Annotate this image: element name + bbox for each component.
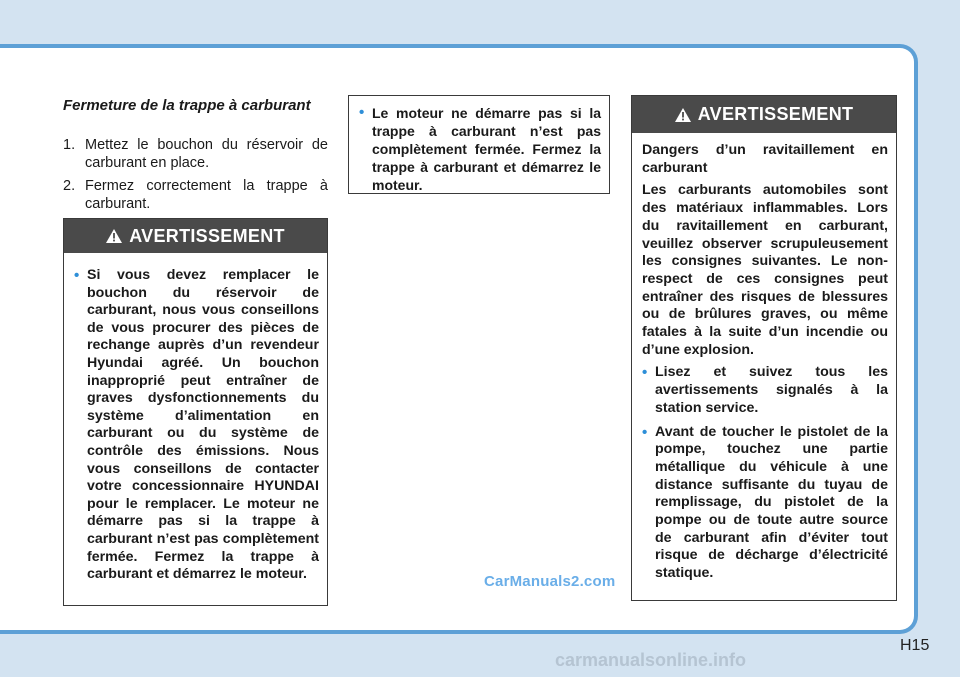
step-text: Fermez correctement la trappe à carburant. [85,178,328,212]
notice-body [349,96,609,204]
warning-intro-title: Dangers d’un ravitaillement en carburant [642,142,888,176]
warning-header [632,96,896,133]
bullet-dot: • [359,104,365,121]
steps-list [63,136,328,218]
warning-bullet-text: Si vous devez remplacer le bouchon du réservoir de carburant, nous vous conseillons de vous procurer des pièces de rechange auprès d’un revendeur Hyundai agréé. Un bouchon inapproprié peut entraîner de graves dysfonctionnements du système d’alimentation en carburant ou du système de contrôle des émissions. Nous vous conseillons de contacter votre concessionnaire HYUNDAI pour le remplacer. Le moteur ne démarre pas si la trappe à carburant n’est pas complètement fermée. Fermez la trappe à carburant et démarrez le moteur. [87,267,319,583]
page-number: H15 [900,637,930,654]
warning-bullet-text: Lisez et suivez tous les avertissements signalés à la station service. [655,364,888,416]
section-heading: Fermeture de la trappe à carburant [63,97,311,114]
warning-box-right [631,95,897,601]
notice-box-middle [348,95,610,194]
notice-bullet [359,104,601,194]
warning-body [64,253,327,594]
warning-bullet [642,364,888,417]
notice-bullet-text: Le moteur ne démarre pas si la trappe à carburant n’est pas complètement fermée. Fermez la trappe à carburant et démarrez le moteur. [372,105,601,193]
bullet-dot: • [642,423,648,441]
step-item [63,136,328,172]
warning-triangle-icon [675,108,691,122]
warning-title: AVERTISSEMENT [697,104,854,124]
step-item [63,177,328,213]
warning-title: AVERTISSEMENT [129,225,285,246]
step-text: Mettez le bouchon du réservoir de carburant en place. [85,137,328,171]
warning-bullet-text: Avant de toucher le pistolet de la pompe, touchez une partie métallique du véhicule à une distance suffisante du tuyau de remplissage, du pistolet de la pompe ou de toute autre source de carburant afin d’éviter tout risque de décharge d’électricité statique. [655,423,888,582]
step-number: 1. [63,137,76,153]
watermark-link[interactable]: CarManuals2.com [484,573,616,590]
warning-triangle-icon [106,229,122,243]
step-number: 2. [63,178,76,194]
warning-box-left [63,218,328,606]
warning-bullet [642,424,888,583]
warning-intro-text: Les carburants automobiles sont des matériaux inflammables. Lors du ravitaillement en carburant, veuillez observer scrupuleusement les consignes suivantes. Le non-respect de ces consignes peut entraîner des risques de blessures ou de brûlures graves, ou même fatales à la suite d’un incendie ou d’une explosion. [642,182,888,358]
footer-watermark: carmanualsonline.info [555,650,747,670]
bullet-dot: • [642,364,648,382]
warning-body [632,133,896,593]
warning-bullet [74,267,319,584]
warning-header [64,219,327,253]
bullet-dot: • [74,267,80,284]
